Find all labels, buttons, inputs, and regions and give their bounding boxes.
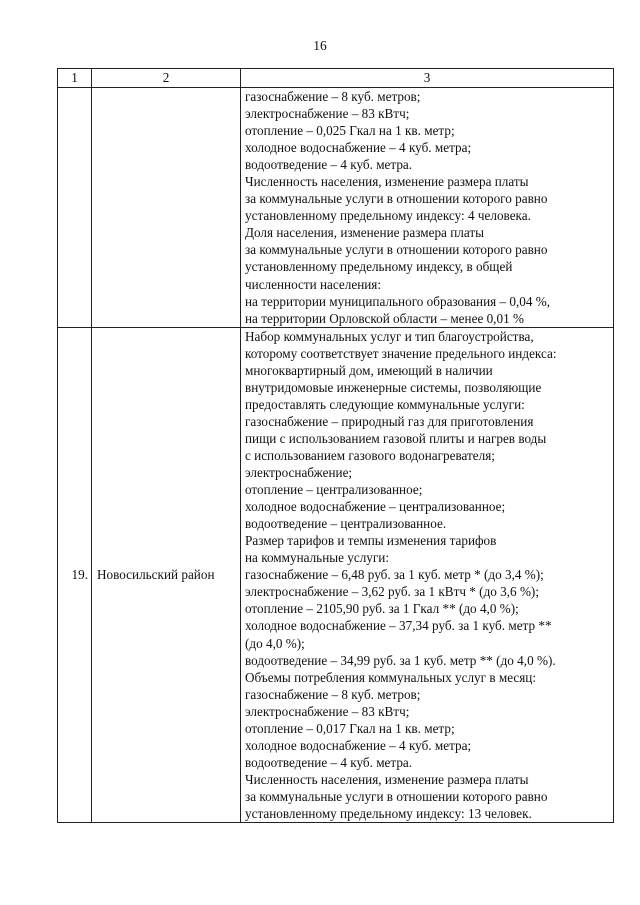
- header-col-3: 3: [241, 69, 614, 88]
- description-line: внутридомовые инженерные системы, позволяющие: [245, 379, 542, 395]
- district-name: [92, 88, 241, 328]
- description-line: на территории Орловской области – менее 0,01 %: [245, 310, 524, 326]
- table-row: [58, 88, 614, 328]
- description-line: электроснабжение;: [245, 465, 353, 481]
- description-line: предоставлять следующие коммунальные услуги:: [245, 396, 525, 412]
- description-line: Объемы потребления коммунальных услуг в месяц:: [245, 669, 537, 685]
- description-line: установленному предельному индексу: 4 человека.: [245, 208, 531, 224]
- description-line: установленному предельному индексу, в общей: [245, 259, 513, 275]
- table-body: [58, 88, 614, 823]
- description-line: водоотведение – централизованное.: [245, 516, 447, 532]
- description-line: с использованием газового водонагревателя;: [245, 447, 495, 463]
- row-description: [241, 327, 614, 822]
- district-name: Новосильский район: [92, 327, 241, 822]
- description-line: Доля населения, изменение размера платы: [245, 225, 484, 241]
- description-line: водоотведение – 4 куб. метра.: [245, 754, 413, 770]
- description-line: Численность населения, изменение размера платы: [245, 771, 529, 787]
- description-line: за коммунальные услуги в отношении которого равно: [245, 788, 548, 804]
- description-line: водоотведение – 4 куб. метра.: [245, 157, 413, 173]
- description-line: электроснабжение – 83 кВтч;: [245, 106, 410, 122]
- row-description: [241, 88, 614, 328]
- description-line: электроснабжение – 83 кВтч;: [245, 703, 410, 719]
- description-line: газоснабжение – 8 куб. метров;: [245, 89, 421, 104]
- description-line: установленному предельному индексу: 13 человек.: [245, 805, 532, 821]
- description-line: многоквартирный дом, имеющий в наличии: [245, 362, 493, 378]
- description-line: численности населения:: [245, 276, 382, 292]
- description-line: холодное водоснабжение – 4 куб. метра;: [245, 140, 472, 156]
- description-line: пищи с использованием газовой плиты и нагрев воды: [245, 430, 547, 446]
- description-line: которому соответствует значение предельного индекса:: [245, 345, 557, 361]
- description-line: (до 4,0 %);: [245, 635, 305, 651]
- row-number: [58, 88, 92, 328]
- description-line: холодное водоснабжение – 37,34 руб. за 1 куб. метр **: [245, 618, 552, 634]
- description-line: холодное водоснабжение – 4 куб. метра;: [245, 737, 472, 753]
- description-line: Набор коммунальных услуг и тип благоустройства,: [245, 328, 534, 344]
- description-line: холодное водоснабжение – централизованное;: [245, 499, 506, 515]
- description-line: газоснабжение – 6,48 руб. за 1 куб. метр * (до 3,4 %);: [245, 567, 544, 583]
- row-number: 19.: [58, 327, 92, 822]
- document-table: [57, 68, 614, 823]
- description-line: на коммунальные услуги:: [245, 550, 390, 566]
- description-line: водоотведение – 34,99 руб. за 1 куб. метр ** (до 4,0 %).: [245, 652, 556, 668]
- page-number: 16: [313, 38, 327, 53]
- description-line: отопление – 0,025 Гкал на 1 кв. метр;: [245, 123, 455, 139]
- description-line: отопление – 2105,90 руб. за 1 Гкал ** (до 4,0 %);: [245, 601, 519, 617]
- description-line: Численность населения, изменение размера платы: [245, 174, 529, 190]
- description-line: на территории муниципального образования – 0,04 %,: [245, 293, 551, 309]
- description-line: Размер тарифов и темпы изменения тарифов: [245, 533, 497, 549]
- table-row: [58, 327, 614, 822]
- description-line: отопление – централизованное;: [245, 482, 423, 498]
- table-header-row: [58, 69, 614, 88]
- description-line: за коммунальные услуги в отношении которого равно: [245, 242, 548, 258]
- header-col-2: 2: [92, 69, 241, 88]
- description-line: отопление – 0,017 Гкал на 1 кв. метр;: [245, 720, 455, 736]
- description-line: газоснабжение – 8 куб. метров;: [245, 686, 421, 702]
- description-line: газоснабжение – природный газ для приготовления: [245, 413, 534, 429]
- description-line: электроснабжение – 3,62 руб. за 1 кВтч * (до 3,6 %);: [245, 584, 539, 600]
- header-col-1: 1: [58, 69, 92, 88]
- description-line: за коммунальные услуги в отношении которого равно: [245, 191, 548, 207]
